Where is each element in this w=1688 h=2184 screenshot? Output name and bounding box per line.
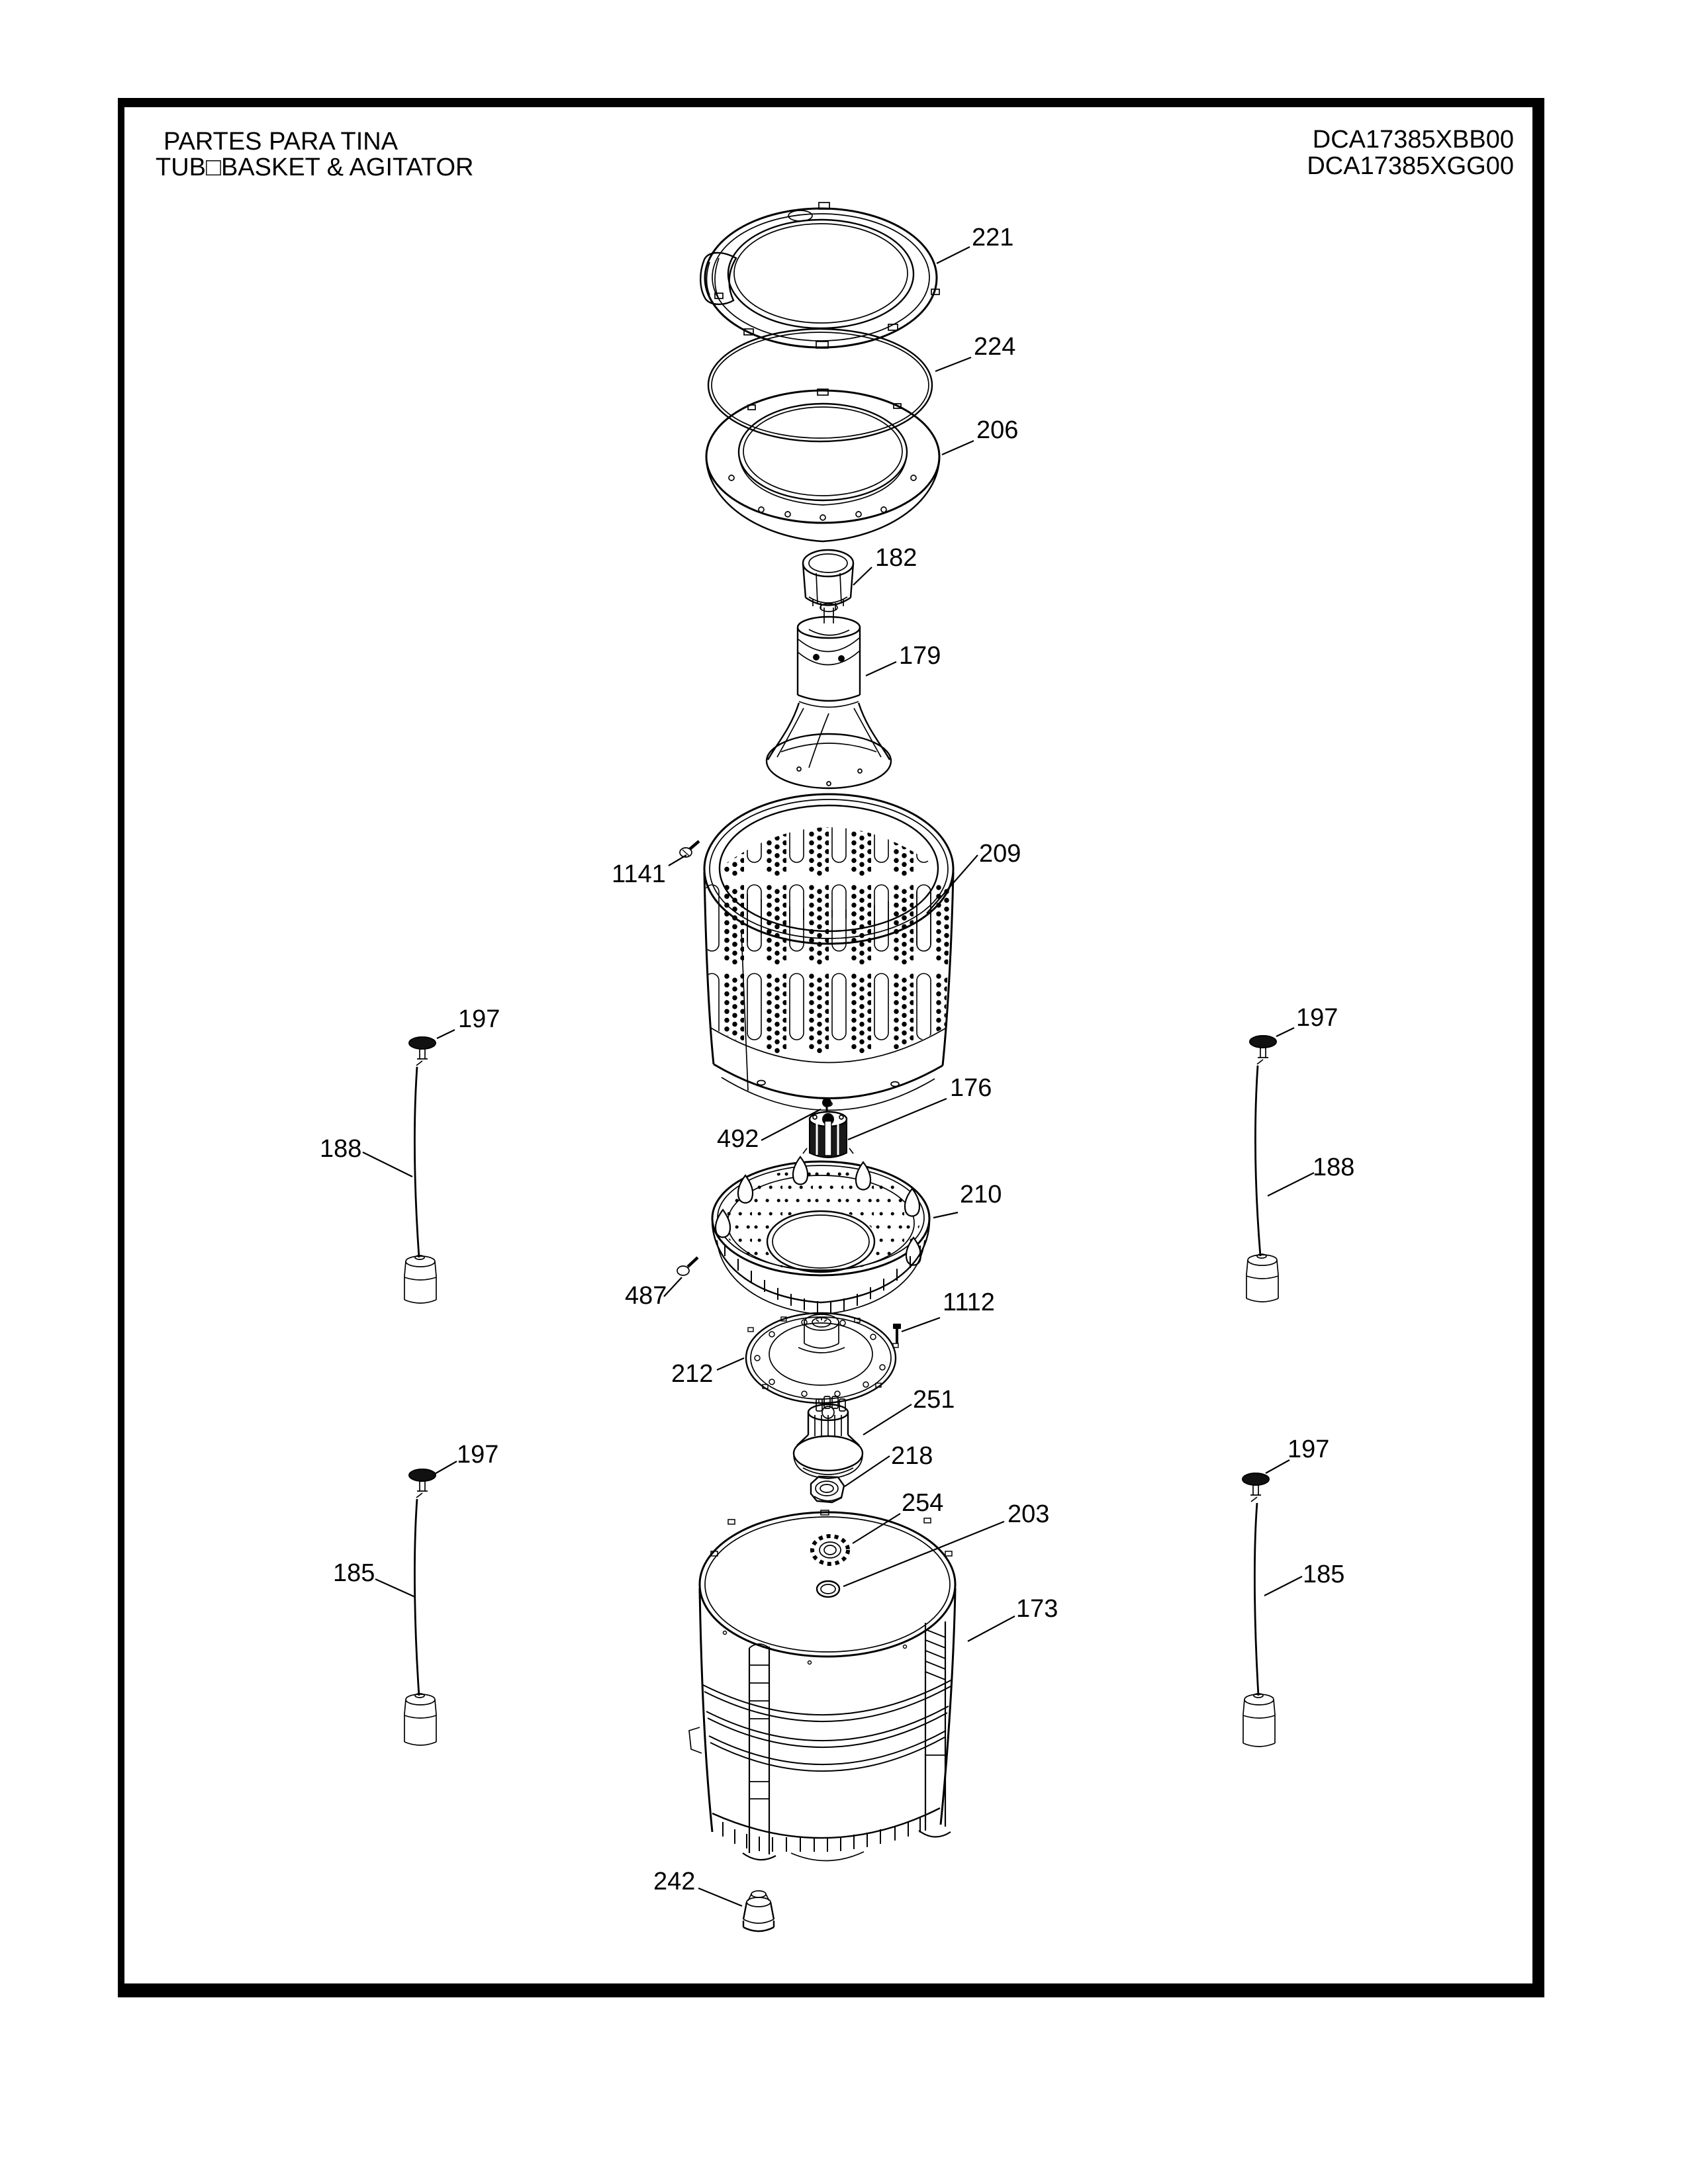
auger-spiral [798, 638, 859, 652]
leader-182 [853, 567, 872, 585]
leader-206 [942, 441, 974, 455]
part-1112-bolt [893, 1324, 901, 1343]
callout-185-right: 185 [1303, 1561, 1345, 1588]
callout-197-lower-right: 197 [1288, 1435, 1330, 1463]
leader-179 [866, 662, 896, 676]
leader-1112 [902, 1318, 940, 1332]
suspension-rod-upper-right [1246, 1036, 1278, 1302]
leader-218 [845, 1456, 890, 1486]
part-209-spin-basket [702, 788, 960, 1111]
tub-straps [703, 1680, 952, 1771]
part-254-tub-seal [812, 1536, 848, 1564]
leader-224 [935, 357, 971, 371]
part-218-nut [811, 1477, 844, 1502]
tub-drain-spout [689, 1727, 702, 1753]
tub-bracket-right [919, 1621, 951, 1837]
part-242-damper [743, 1891, 774, 1931]
suspension-rod-upper-left [404, 1037, 436, 1303]
leader-203 [843, 1522, 1004, 1586]
leader-242 [698, 1888, 742, 1906]
tub-bottom-teeth [723, 1818, 920, 1852]
callout-176: 176 [950, 1074, 992, 1102]
part-206-balance-ring [706, 389, 939, 541]
part-212-gearcase-cover [746, 1313, 898, 1403]
leader-188-right [1268, 1173, 1314, 1196]
callout-487: 487 [625, 1282, 667, 1310]
callout-242: 242 [653, 1868, 696, 1895]
callout-254: 254 [902, 1489, 944, 1517]
part-1141-screw [680, 841, 699, 857]
part-182-agitator-cap [803, 550, 853, 610]
base-speckle-texture [722, 1168, 920, 1273]
callout-209: 209 [979, 840, 1021, 868]
leader-173 [968, 1616, 1015, 1641]
leader-197-upper-right [1276, 1028, 1294, 1036]
callout-206: 206 [976, 416, 1019, 444]
leader-197-lower-right [1266, 1460, 1289, 1473]
leader-251 [863, 1404, 912, 1435]
callout-218: 218 [891, 1442, 933, 1470]
callout-1141: 1141 [612, 860, 666, 888]
part-179-agitator [767, 604, 891, 788]
part-251-drive-hub [794, 1396, 863, 1479]
leader-185-left [375, 1579, 415, 1597]
part-224-gasket-ring [708, 329, 932, 441]
part-203-center-hole [817, 1581, 839, 1597]
leader-197-upper-left [437, 1030, 455, 1038]
callout-492: 492 [717, 1125, 759, 1153]
part-487-screw [677, 1257, 698, 1275]
callout-179: 179 [899, 642, 941, 670]
callout-224: 224 [974, 333, 1016, 361]
callout-212: 212 [671, 1360, 714, 1388]
suspension-rod-lower-right [1243, 1473, 1275, 1747]
callout-173: 173 [1016, 1595, 1058, 1623]
part-176-drive-coupler [803, 1112, 853, 1158]
callout-197-upper-left: 197 [458, 1005, 500, 1033]
callout-197-lower-left: 197 [457, 1441, 499, 1469]
leader-188-left [363, 1152, 412, 1177]
leader-197-lower-left [434, 1461, 457, 1475]
suspension-rod-lower-left [404, 1469, 436, 1745]
callout-251: 251 [913, 1386, 955, 1414]
callout-185-left: 185 [333, 1559, 375, 1587]
part-221-tub-cover [700, 203, 939, 348]
callout-197-upper-right: 197 [1296, 1004, 1338, 1032]
model-code-1: DCA17385XBB00 [1312, 126, 1514, 154]
leader-176 [848, 1099, 947, 1140]
callout-210: 210 [960, 1181, 1002, 1208]
header [156, 126, 1514, 181]
callout-221: 221 [972, 224, 1014, 251]
model-code-2: DCA17385XGG00 [1307, 152, 1514, 180]
doc-title-line-1: PARTES PARA TINA [164, 128, 399, 156]
leader-212 [717, 1358, 744, 1370]
leader-185-right [1264, 1576, 1302, 1596]
leader-221 [937, 247, 970, 263]
doc-title-line-2: TUB□BASKET & AGITATOR [156, 154, 474, 181]
callout-182: 182 [875, 544, 917, 572]
leader-210 [933, 1212, 958, 1218]
callout-188-left: 188 [320, 1135, 362, 1163]
callout-188-right: 188 [1313, 1154, 1355, 1181]
part-210-basket-base [712, 1157, 929, 1314]
callout-1112: 1112 [943, 1289, 995, 1316]
callout-203: 203 [1008, 1500, 1050, 1528]
